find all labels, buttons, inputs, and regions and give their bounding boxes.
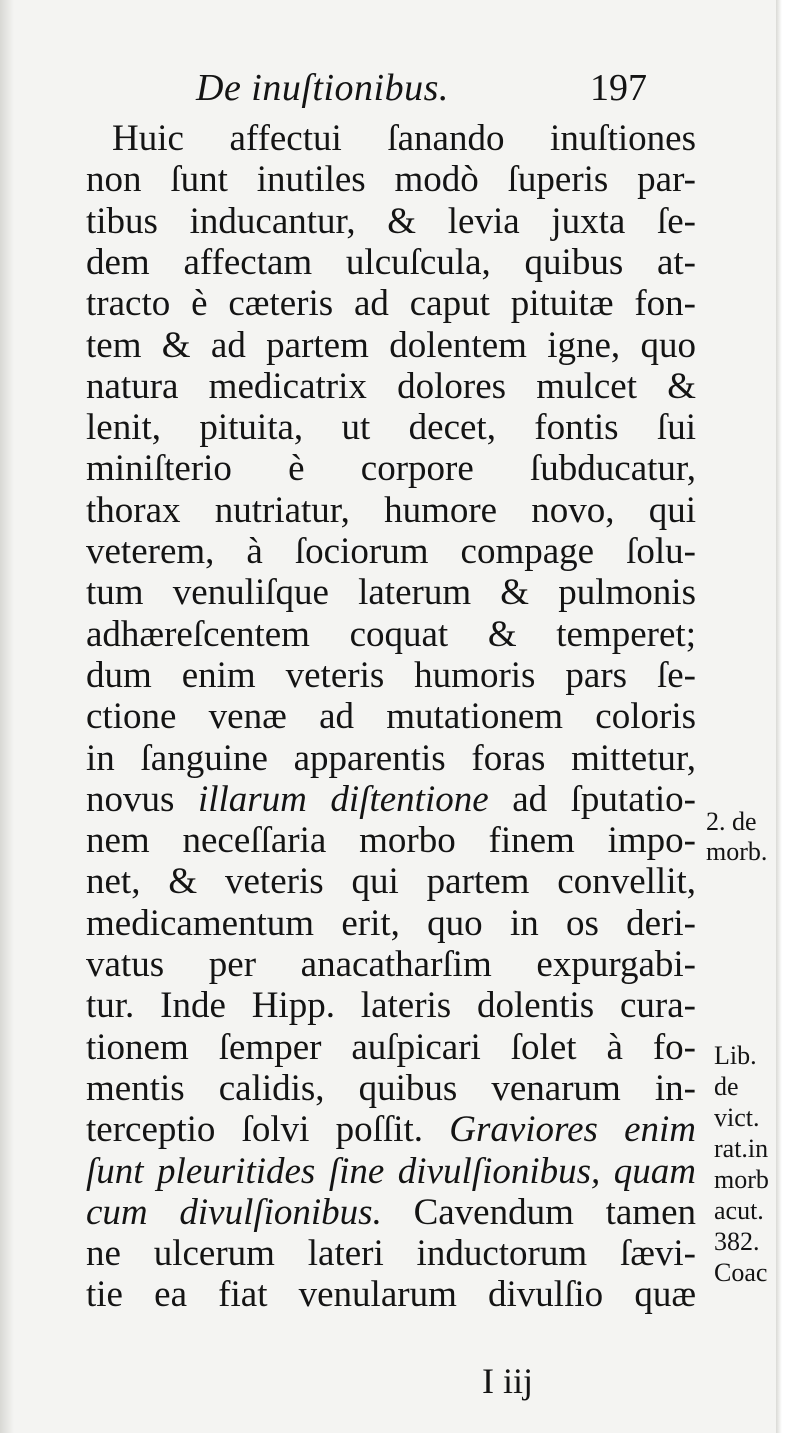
text-span: thorax nutriatur, humore novo, qui: [86, 489, 696, 531]
text-span: lenit, pituita, ut decet, fontis ſui: [86, 407, 696, 449]
text-span: natura medicatrix dolores mulcet &: [86, 365, 696, 407]
text-line: [86, 1190, 696, 1236]
text-span: nem neceſſaria morbo finem impo-: [86, 820, 696, 862]
margin-note-line: 2. de: [706, 807, 757, 836]
text-span: terceptio ſolvi poſſit.: [86, 1109, 450, 1151]
text-line: [86, 1107, 696, 1153]
text-span: ad ſputatio-: [488, 778, 697, 820]
margin-note-line: vict.: [714, 1103, 760, 1132]
text-span: Cavendum tamen: [381, 1191, 696, 1233]
text-span: miniſterio è corpore ſubducatur,: [86, 448, 696, 490]
margin-note-line: morb: [714, 1165, 769, 1194]
text-line: [86, 405, 696, 451]
text-line: [86, 157, 696, 203]
text-line: [86, 901, 696, 947]
text-span: ne ulcerum lateri inductorum ſævi-: [86, 1233, 696, 1275]
margin-note-line: morb.: [706, 837, 768, 866]
text-span: tionem ſemper auſpicari ſolet à fo-: [86, 1026, 696, 1068]
signature-mark: I iij: [482, 1361, 533, 1401]
text-span: vatus per anacatharſim expurgabi-: [86, 944, 696, 985]
page-number: 197: [590, 67, 647, 109]
text-line: [86, 1231, 696, 1277]
italic-text-span: illarum diſtentione: [197, 778, 489, 820]
text-line: [86, 859, 696, 905]
text-span: dem affectam ulcuſcula, quibus at-: [86, 241, 696, 283]
italic-text-span: ſunt pleuritides ſine divulſionibus, quam: [86, 1150, 696, 1192]
text-span: net, & veteris qui partem convellit,: [86, 861, 696, 903]
text-span: non ſunt inutiles modò ſuperis par-: [86, 159, 696, 201]
text-span: mentis calidis, quibus venarum in-: [86, 1067, 696, 1109]
text-line: [86, 736, 696, 782]
text-span: in ſanguine apparentis foras mittetur,: [86, 737, 696, 779]
text-line: [86, 1025, 696, 1071]
text-line: [86, 446, 696, 492]
margin-note-line: Lib.: [714, 1041, 757, 1070]
margin-note-line: acut.: [714, 1196, 764, 1225]
text-span: medicamentum erit, quo in os deri-: [86, 902, 696, 944]
text-line: [86, 323, 696, 369]
margin-note-line: rat.in: [714, 1134, 769, 1163]
text-line: [86, 653, 696, 699]
text-line: [86, 1272, 696, 1318]
text-line: [86, 529, 696, 575]
margin-note-line: Coac: [714, 1258, 768, 1287]
text-line: [86, 240, 696, 286]
text-span: tur. Inde Hipp. lateris dolentis cura-: [86, 985, 696, 1027]
text-line: [86, 570, 696, 616]
text-line: [86, 281, 696, 327]
text-span: Huic affectui ſanando inuſtiones: [112, 118, 696, 159]
text-line: [86, 983, 696, 1029]
text-span: tie ea fiat venularum divulſio quæ: [86, 1274, 696, 1316]
margin-note-line: de: [714, 1072, 739, 1101]
text-span: adhæreſcentem coquat & temperet;: [86, 613, 696, 655]
text-span: ctione venæ ad mutationem coloris: [86, 696, 696, 738]
text-line: [86, 777, 696, 823]
text-span: tibus inducantur, & levia juxta ſe-: [86, 200, 696, 242]
text-line: [86, 1066, 696, 1112]
text-span: novus: [86, 778, 198, 820]
text-span: tem & ad partem dolentem igne, quo: [86, 324, 696, 366]
text-span: veterem, à ſociorum compage ſolu-: [86, 531, 696, 572]
italic-text-span: cum divulſionibus.: [86, 1191, 382, 1233]
text-span: tracto è cæteris ad caput pituitæ fon-: [86, 283, 696, 325]
text-line: [86, 612, 696, 658]
text-line: [112, 116, 696, 162]
text-line: [86, 694, 696, 740]
italic-text-span: Graviores enim: [449, 1109, 697, 1151]
text-line: [86, 488, 696, 534]
text-line: [86, 364, 696, 410]
text-line: [86, 1149, 696, 1195]
running-head-title: De inuſtionibus.: [196, 67, 449, 109]
text-line: [86, 199, 696, 245]
margin-note-line: 382.: [714, 1227, 760, 1256]
text-span: tum venuliſque laterum & pulmonis: [86, 572, 696, 614]
text-line: [86, 818, 696, 864]
text-line: [86, 942, 696, 988]
text-span: dum enim veteris humoris pars ſe-: [86, 654, 696, 696]
